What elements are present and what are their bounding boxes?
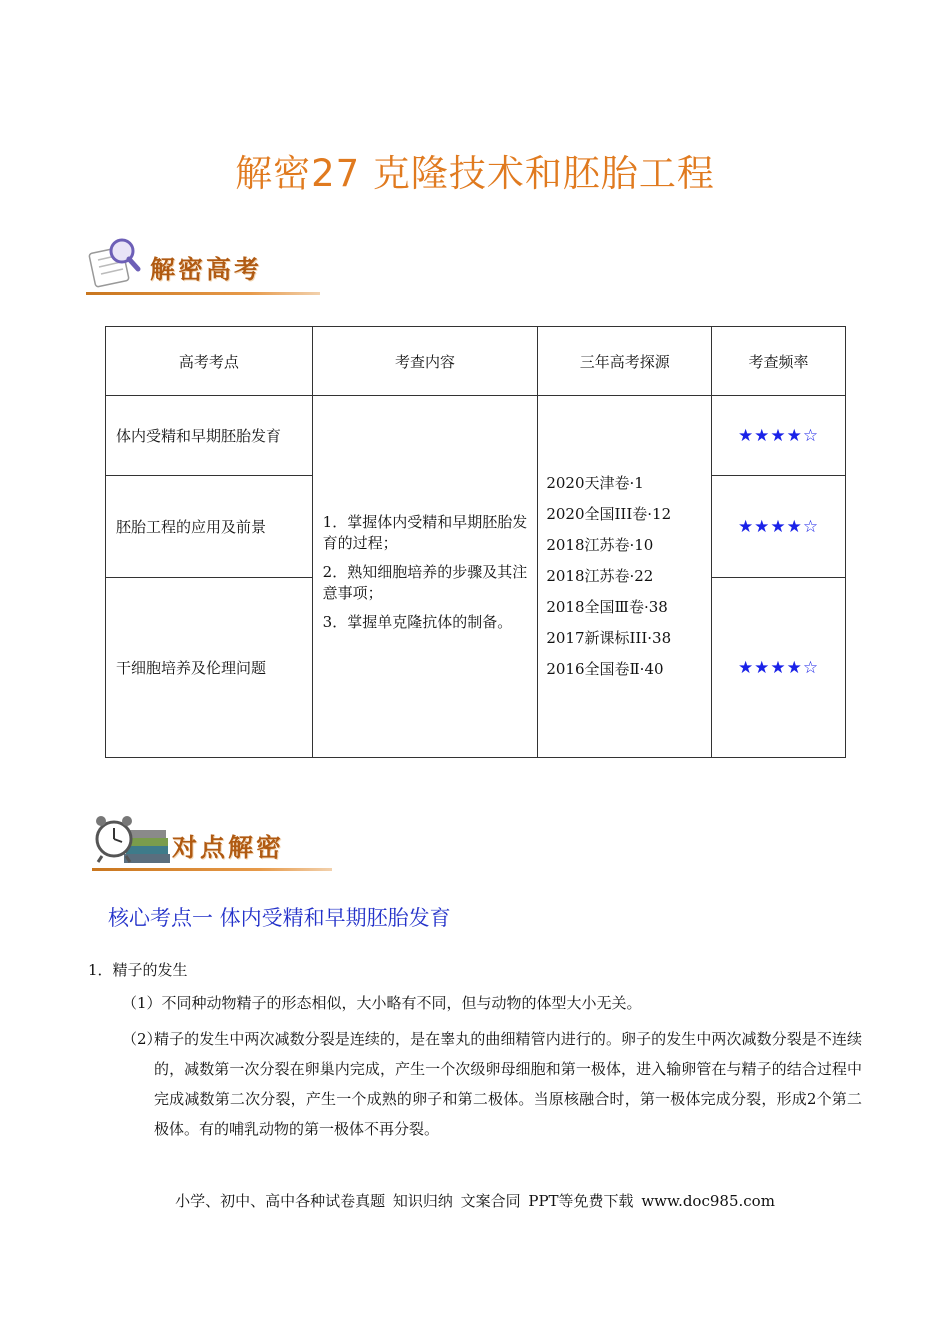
source-cell <box>538 396 712 758</box>
banner-rule <box>92 868 332 871</box>
source-item: 2018江苏卷·22 <box>546 567 654 585</box>
header-frequency: 考查频率 <box>712 327 846 396</box>
notepad-magnifier-icon <box>86 236 146 294</box>
point-cell: 干细胞培养及伦理问题 <box>106 578 313 758</box>
banner-label: 解密高考 <box>150 255 263 284</box>
content-item: 3．掌握单克隆抗体的制备。 <box>322 613 513 631</box>
header-source: 三年高考探源 <box>538 327 712 396</box>
banner-rule <box>86 292 320 295</box>
heading-sperm: 1．精子的发生 <box>88 961 188 979</box>
frequency-stars: ★★★★☆ <box>712 396 846 476</box>
point-cell: 体内受精和早期胚胎发育 <box>106 396 313 476</box>
source-item: 2018全国Ⅲ卷·38 <box>546 598 668 616</box>
frequency-stars: ★★★★☆ <box>712 476 846 578</box>
source-item: 2016全国卷Ⅱ·40 <box>546 660 664 678</box>
header-point: 高考考点 <box>106 327 313 396</box>
content-item: 2．熟知细胞培养的步骤及其注意事项； <box>322 563 528 602</box>
table-row <box>106 396 846 476</box>
source-item: 2020天津卷·1 <box>546 474 644 492</box>
frequency-stars: ★★★★☆ <box>712 578 846 758</box>
source-item: 2018江苏卷·10 <box>546 536 654 554</box>
content-item: 1．掌握体内受精和早期胚胎发育的过程； <box>322 513 528 552</box>
banner-duidian-jiemi <box>92 812 332 882</box>
source-item: 2020全国III卷·12 <box>546 505 672 523</box>
footer-ad: 小学、初中、高中各种试卷真题 知识归纳 文案合同 PPT等免费下载 www.doc985.com <box>175 1192 775 1210</box>
header-content: 考查内容 <box>312 327 538 396</box>
exam-table <box>105 326 846 758</box>
banner-jiemi-gaokao <box>86 236 326 306</box>
section-title: 核心考点一 体内受精和早期胚胎发育 <box>108 906 451 930</box>
alarm-clock-books-icon <box>92 812 172 872</box>
paragraph-1: （1）不同种动物精子的形态相似，大小略有不同，但与动物的体型大小无关。 <box>122 994 642 1012</box>
paragraph-2-text: 精子的发生中两次减数分裂是连续的，是在睾丸的曲细精管内进行的。卵子的发生中两次减数分裂是不连续的，减数第一次分裂在卵巢内完成，产生一个次级卵母细胞和第一极体，进入输卵管在与精子的结合过程中完成减数第二次分裂，产生一个成熟的卵子和第二极体。当原核融合时，第一极体完成分裂，形成2个第二极体。有的哺乳动物的第一极体不再分裂。 <box>154 1030 862 1138</box>
paragraph-2 <box>122 1024 862 1144</box>
table-header-row <box>106 327 846 396</box>
source-item: 2017新课标III·38 <box>546 629 672 647</box>
page-title: 解密27 克隆技术和胚胎工程 <box>235 152 715 195</box>
paragraph-2-label: （2） <box>122 1030 162 1048</box>
banner-label: 对点解密 <box>172 833 285 862</box>
point-cell: 胚胎工程的应用及前景 <box>106 476 313 578</box>
content-cell <box>312 396 538 758</box>
